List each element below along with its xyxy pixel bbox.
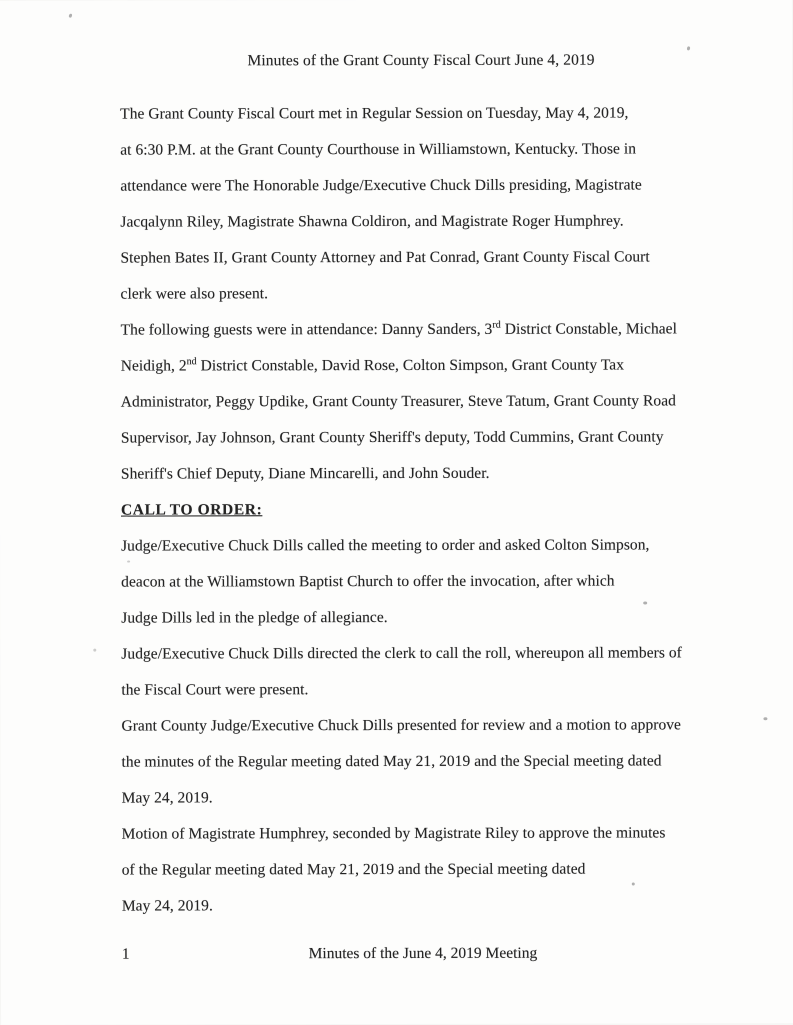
document-title: Minutes of the Grant County Fiscal Court June 4, 2019 [247, 51, 595, 70]
scan-speck [643, 601, 647, 604]
body-line: the Fiscal Court were present. [121, 681, 309, 699]
body-line: The Grant County Fiscal Court met in Regular Session on Tuesday, May 4, 2019, [120, 104, 629, 123]
body-line: Judge/Executive Chuck Dills directed the clerk to call the roll, whereupon all members of [121, 644, 682, 663]
scan-speck [632, 883, 635, 886]
body-lines [120, 95, 724, 924]
body-line: attendance were The Honorable Judge/Executive Chuck Dills presiding, Magistrate [120, 176, 642, 195]
body-line: Grant County Judge/Executive Chuck Dills presented for review and a motion to approve [121, 716, 681, 735]
scan-speck [68, 13, 72, 18]
page-footer [122, 935, 724, 972]
scan-speck [93, 649, 96, 652]
body-line: Stephen Bates II, Grant County Attorney and Pat Conrad, Grant County Fiscal Court [120, 248, 650, 267]
body-line: Judge Dills led in the pledge of allegiance. [121, 609, 388, 627]
scan-speck [127, 561, 130, 563]
body-line: Administrator, Peggy Updike, Grant County Treasurer, Steve Tatum, Grant County Road [120, 392, 676, 411]
footer-title: Minutes of the June 4, 2019 Meeting [308, 944, 538, 963]
body-line: the minutes of the Regular meeting dated May 21, 2019 and the Special meeting dated [121, 752, 662, 771]
body-line: of the Regular meeting dated May 21, 2019 and the Special meeting dated [121, 860, 586, 879]
body-line: Jacqalynn Riley, Magistrate Shawna Coldiron, and Magistrate Roger Humphrey. [120, 212, 624, 231]
document-content [120, 0, 724, 925]
body-line: at 6:30 P.M. at the Grant County Courthouse in Williamstown, Kentucky. Those in [120, 140, 637, 159]
page-number: 1 [121, 945, 130, 963]
body-line: Judge/Executive Chuck Dills called the meeting to order and asked Colton Simpson, [121, 536, 650, 555]
body-line: Motion of Magistrate Humphrey, seconded by Magistrate Riley to approve the minutes [121, 824, 666, 843]
body-line: May 24, 2019. [121, 789, 213, 807]
body-line: Neidigh, 2nd District Constable, David Rose, Colton Simpson, Grant County Tax [120, 356, 625, 375]
body-line: The following guests were in attendance: Danny Sanders, 3rd District Constable, Michael [120, 319, 677, 339]
section-heading: CALL TO ORDER: [120, 501, 263, 519]
body-line: Sheriff's Chief Deputy, Diane Mincarelli, and John Souder. [120, 464, 490, 483]
scan-speck [763, 717, 767, 720]
body-line: deacon at the Williamstown Baptist Church to offer the invocation, after which [121, 572, 615, 591]
body-line: clerk were also present. [120, 285, 269, 303]
body-line: May 24, 2019. [121, 897, 213, 915]
body-line: Supervisor, Jay Johnson, Grant County Sheriff's deputy, Todd Cummins, Grant County [120, 428, 664, 447]
